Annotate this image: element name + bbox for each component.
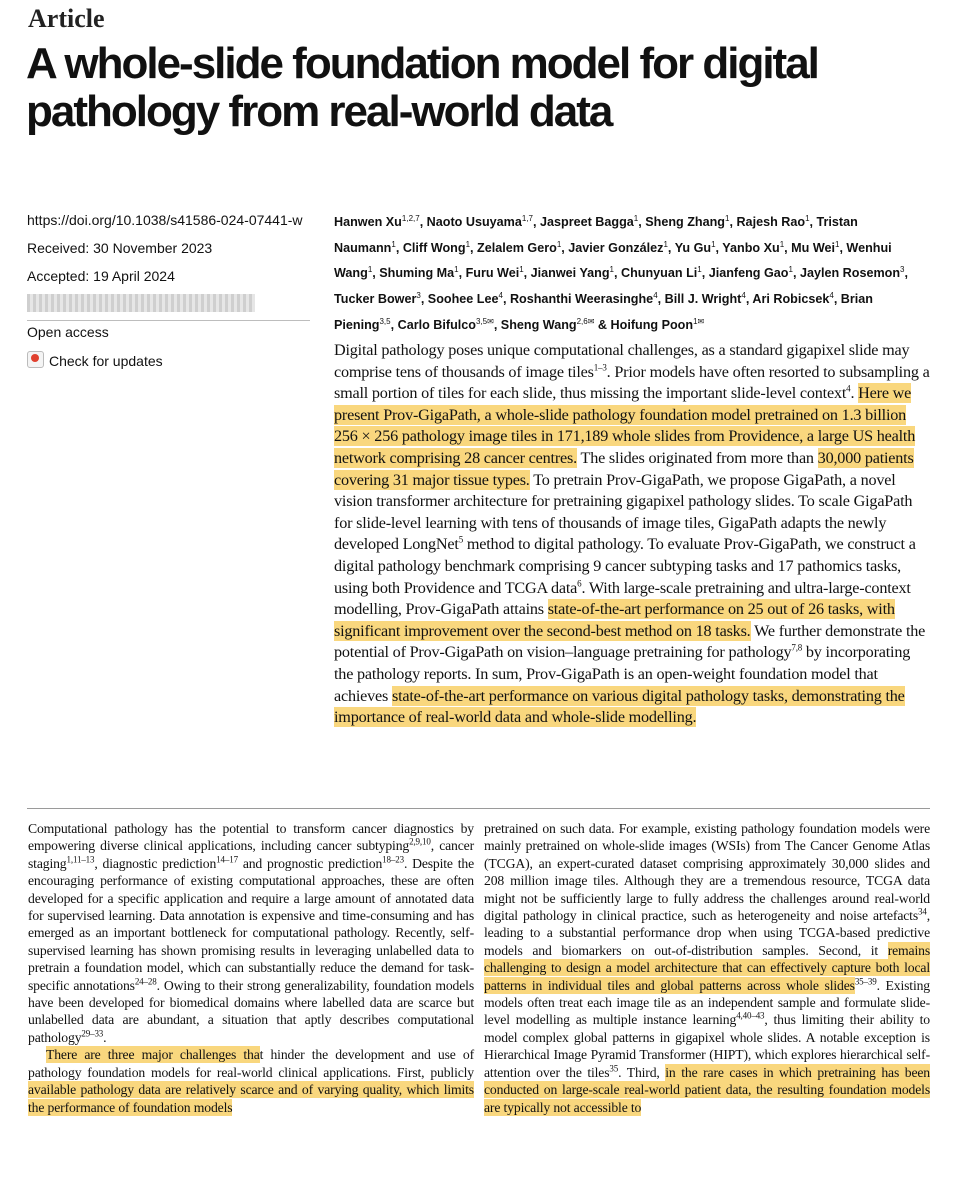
body-column-left [28, 820, 474, 1116]
open-access-label: Open access [27, 324, 109, 340]
body-column-right [484, 820, 930, 1116]
section-divider [27, 808, 930, 809]
abstract: Digital pathology poses unique computational challenges, as a standard gigapixel slide may comprise tens of thousands of image tiles$^{1-3}$. Prior models have often resorted to subsampling a small portion of tiles for each slide, thus missing the important slide-level context$^4$. Here we present Prov-GigaPath, a whole-slide pathology foundation model pretrained on 1.3 billion 256 × 256 pathology image tiles in 171,189 whole slides from Providence, a large US health network comprising 28 cancer centres. The slides originated from more than 30,000 patients covering 31 major tissue types. To pretrain Prov-GigaPath, we propose GigaPath, a novel vision transformer architecture for pretraining gigapixel pathology slides. To scale GigaPath for slide-level learning with tens of thousands of image tiles, GigaPath adapts the newly developed LongNet$^5$ method to digital pathology. To evaluate Prov-GigaPath, we construct a digital pathology benchmark comprising 9 cancer subtyping tasks and 17 pathomics tasks, using both Providence and TCGA data$^6$. With large-scale pretraining and ultra-large-context modelling, Prov-GigaPath attains state-of-the-art performance on 25 out of 26 tasks, with significant improvement over the second-best method on 18 tasks. We further demonstrate the potential of Prov-GigaPath on vision–language pretraining for pathology$^{7,8}$ by incorporating the pathology reports. In sum, Prov-GigaPath is an open-weight foundation model that achieves state-of-the-art performance on various digital pathology tasks, demonstrating the importance of real-world data and whole-slide modelling. [334, 341, 930, 727]
doi-link[interactable]: https://doi.org/10.1038/s41586-024-07441-w [27, 212, 303, 228]
check-updates-label: Check for updates [49, 353, 163, 369]
author-list: Hanwen Xu$^{1,2,7}$, Naoto Usuyama$^{1,7}$, Jaspreet Bagga$^1$, Sheng Zhang$^1$, Rajesh Rao$^1$, Tristan Naumann$^1$, Cliff Wong$^1$, Zelalem Gero$^1$, Javier González$^1$, Yu Gu$^1$, Yanbo Xu$^1$, Mu Wei$^1$, Wenhui Wang$^1$, Shuming Ma$^1$, Furu Wei$^1$, Jianwei Yang$^1$, Chunyuan Li$^1$, Jianfeng Gao$^1$, Jaylen Rosemon$^3$, Tucker Bower$^3$, Soohee Lee$^4$, Roshanthi Weerasinghe$^4$, Bill J. Wright$^4$, Ari Robicsek$^4$, Brian Piening$^{3,5}$, Carlo Bifulco$^{3,5✉}$, Sheng Wang$^{2,6✉}$ & Hoifung Poon$^{1✉}$ [334, 214, 908, 332]
body-paragraph: pretrained on such data. For example, existing pathology foundation models were mainly pretrained on whole-slide images (WSIs) from The Cancer Genome Atlas (TCGA), an expert-curated dataset comprising approximately 30,000 slides and 208 million image tiles. Although they are a tremendous resource, TCGA data might not be sufficiently large to fully address the challenges around real-world digital pathology in clinical practice, such as heterogeneity and noise artefacts$^{34}$, leading to a substantial performance drop when using TCGA-based predictive models and biomarkers on out-of-distribution samples. Second, it remains challenging to design a model architecture that can effectively capture both local patterns in individual tiles and global patterns across whole slides$^{35-39}$. Existing models often treat each image tile as an independent sample and formulate slide-level modelling as multiple instance learning$^{4,40-43}$, thus limiting their ability to model complex global patterns in gigapixel whole slides. A notable exception is Hierarchical Image Pyramid Transformer (HIPT), which explores hierarchical self-attention over the tiles$^{35}$. Third, in the rare cases in which pretraining has been conducted on large-scale real-world patient data, the resulting foundation models are typically not accessible to [484, 821, 930, 1115]
check-for-updates-button[interactable] [27, 351, 163, 369]
check-updates-icon [27, 351, 44, 368]
article-title: A whole-slide foundation model for digital pathology from real-world data [26, 39, 818, 136]
accepted-date: Accepted: 19 April 2024 [27, 268, 175, 284]
body-paragraph: Computational pathology has the potential to transform cancer diagnostics by empowering diverse clinical applications, including cancer subtyping$^{2,9,10}$, cancer staging$^{1,11-13}$, diagnostic prediction$^{14-17}$ and prognostic prediction$^{18-23}$. Despite the encouraging performance of existing computational approaches, these are often developed for a specific application and require a large amount of annotated data for supervised learning. Data annotation is expensive and time-consuming and has emerged as an important bottleneck for computational pathology. Recently, self-supervised learning has shown promising results in leveraging unlabelled data to pretrain a foundation model, which can substantially reduce the demand for task-specific annotations$^{24-28}$. Owing to their strong generalizability, foundation models have been developed for biomedical domains where labelled data are scarce but unlabelled data are abundant, a situation that aptly describes computational pathology$^{29-33}$. [28, 821, 475, 1045]
received-date: Received: 30 November 2023 [27, 240, 213, 256]
divider [27, 320, 310, 321]
article-type: Article [28, 4, 105, 33]
body-paragraph: There are three major challenges that hinder the development and use of pathology foundation models for real-world clinical applications. First, publicly available pathology data are relatively scarce and of varying quality, which limits the performance of foundation models [28, 1047, 474, 1115]
redacted-bar [27, 294, 255, 312]
